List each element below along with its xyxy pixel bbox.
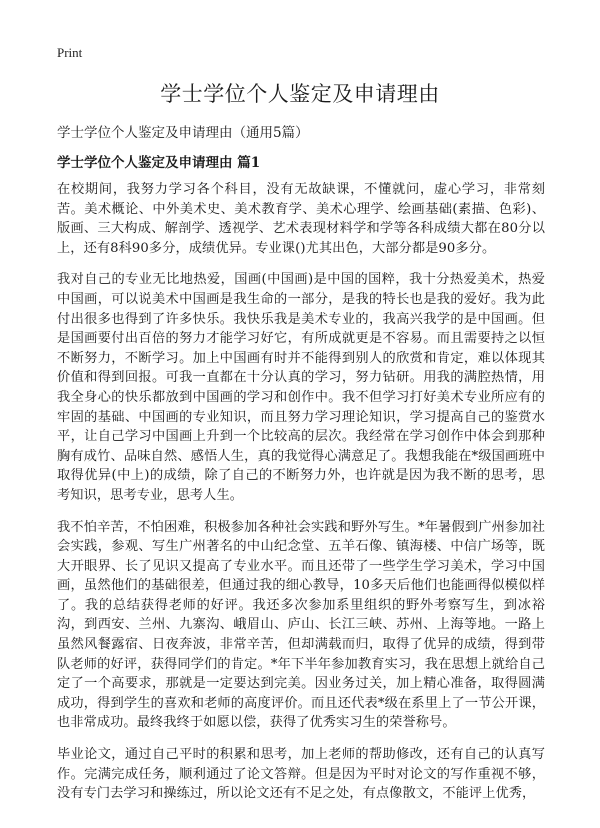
paragraph: 我不怕辛苦，不怕困难，积极参加各种社会实践和野外写生。*年暑假到广州参加社会实践，参观、写生广州著名的中山纪念堂、五羊石像、镇海楼、中信广场等，既大开眼界、长了见识又提高了专业水平。而且还带了一些学生学习美术，学习中国画，虽然他们的基础很差，但通过我的细心教导，10多天后他们也能画得似模似样了。我的总结获得老师的好评。我还多次参加系里组织的野外考察写生，到冰裕沟，到西安、兰州、九寨沟、峨眉山、庐山、长江三峡、苏州、上海等地。一路上虽然风餐露宿、日夜奔波，非常辛苦，但却满载而归，取得了优异的成绩，得到带队老师的好评，获得同学们的肯定。*年下半年参加教育实习，我在思想上就给自己定了一个高要求，那就是一定要达到完美。因业务过关，加上精心准备，取得圆满成功，得到学生的喜欢和老师的高度评价。而且还代表*级在系里上了一节公开课，也非常成功。最终我终于如愿以偿，获得了优秀实习生的荣誉称号。 — [57, 519, 545, 731]
document-subtitle: 学士学位个人鉴定及申请理由（通用5篇） — [57, 125, 309, 141]
paragraph: 我对自己的专业无比地热爱，国画(中国画)是中国的国粹，我十分热爱美术，热爱中国画，可以说美术中国画是我生命的一部分，是我的特长也是我的爱好。我为此付出很多也得到了许多快乐。我快乐我是美术专业的，我高兴我学的是中国画。但是国画要付出百倍的努力才能学习好它，有所成就更是不容易。而且需要持之以恒不断努力，不断学习。加上中国画有时并不能得到别人的欣赏和肯定，难以体现其价值和得到回报。可我一直都在十分认真的学习，努力钻研。用我的满腔热情，用我全身心的快乐都放到中国画的学习和创作中。我不但学习打好美术专业所应有的牢固的基础、中国画的专业知识，而且努力学习理论知识，学习提高自己的鉴赏水平，让自己学习中国画上升到一个比较高的层次。我经常在学习创作中体会到那种胸有成竹、品味自然、感悟人生，真的我觉得心满意足了。我想我能在*级国画班中取得优异(中上)的成绩，除了自己的不断努力外，也许就是因为我不断的思考，思考知识，思考专业，思考人生。 — [57, 272, 545, 503]
section-heading: 学士学位个人鉴定及申请理由 篇1 — [57, 155, 261, 171]
paragraph: 在校期间，我努力学习各个科目，没有无故缺课，不懂就问，虚心学习，非常刻苦。美术概论、中外美术史、美术教育学、美术心理学、绘画基础(素描、色彩)、版画、三大构成、解剖学、透视学、艺术表现材料学和学等各科成绩大都在80分以上，还有8科90多分，成绩优异。专业课()尤其出色，大部分都是90多分。 — [57, 182, 545, 256]
article-body — [57, 180, 545, 816]
page-title: 学士学位个人鉴定及申请理由 — [160, 82, 440, 106]
paragraph: 毕业论文，通过自己平时的积累和思考，加上老师的帮助修改，还有自己的认真写作。完满完成任务，顺利通过了论文答辩。但是因为平时对论文的写作重视不够，没有专门去学习和操练过，所以论文还有不足之处，有点像散文，不能评上优秀， — [57, 747, 545, 802]
print-link[interactable]: Print — [57, 45, 83, 60]
